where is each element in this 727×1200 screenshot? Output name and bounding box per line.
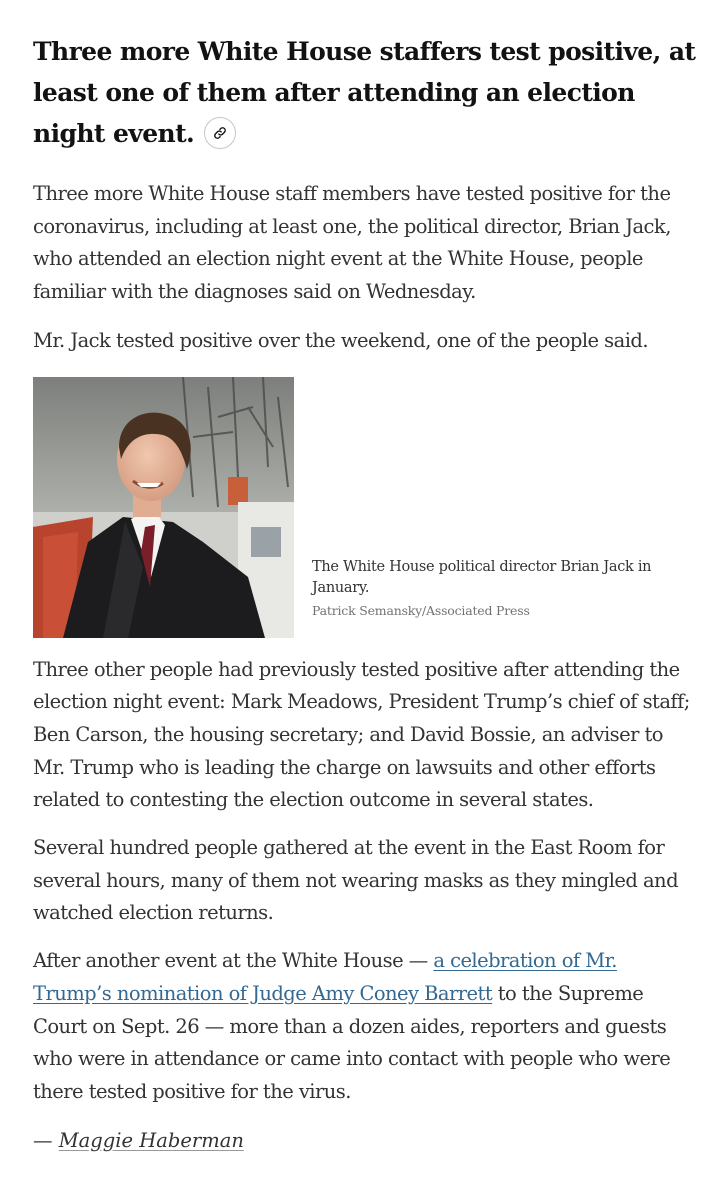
author-link[interactable]: Maggie Haberman xyxy=(58,1128,244,1152)
photo-caption xyxy=(312,557,692,622)
paragraph-5 xyxy=(33,945,698,1109)
barrett-celebration-link[interactable]: a celebration of Mr. Trump’s nomination of Judge Amy Coney Barrett xyxy=(33,949,617,1005)
paragraph-2: Mr. Jack tested positive over the weekend, one of the people said. xyxy=(33,328,648,352)
byline-dash: — xyxy=(33,1128,59,1152)
paragraph-5-text-before: After another event at the White House — xyxy=(33,949,434,973)
paragraph-5-text-after: to the Supreme Court on Sept. 26 — more than a dozen aides, reporters and guests who were in attendance or came into contact with people who were there tested positive for the virus. xyxy=(33,981,671,1103)
caption-text: The White House political director Brian Jack in January. xyxy=(312,558,652,597)
article-body xyxy=(33,0,698,1157)
paragraph-1: Three more White House staff members have tested positive for the coronavirus, including at least one, the political director, Brian Jack, who attended an election night event at the White House, people familiar with the diagnoses said on Wednesday. xyxy=(33,182,671,304)
byline xyxy=(33,1125,698,1157)
article-figure xyxy=(33,377,698,638)
photo-brian-jack[interactable] xyxy=(33,377,294,638)
paragraph-4: Several hundred people gathered at the event in the East Room for several hours, many of them not wearing masks as they mingled and watched election returns. xyxy=(33,836,678,925)
link-icon[interactable] xyxy=(204,117,236,149)
photo-credit: Patrick Semansky/Associated Press xyxy=(312,602,530,618)
headline-text: Three more White House staffers test positive, at least one of them after attending an election night event. xyxy=(33,37,696,148)
paragraph-3: Three other people had previously tested positive after attending the election night event: Mark Meadows, President Trump’s chief of staff; Ben Carson, the housing secretary; and David Bossie, an adviser to Mr. Trump who is leading the charge on lawsuits and other efforts related to contesting the election outcome in several states. xyxy=(33,657,690,812)
article-headline xyxy=(33,31,698,154)
